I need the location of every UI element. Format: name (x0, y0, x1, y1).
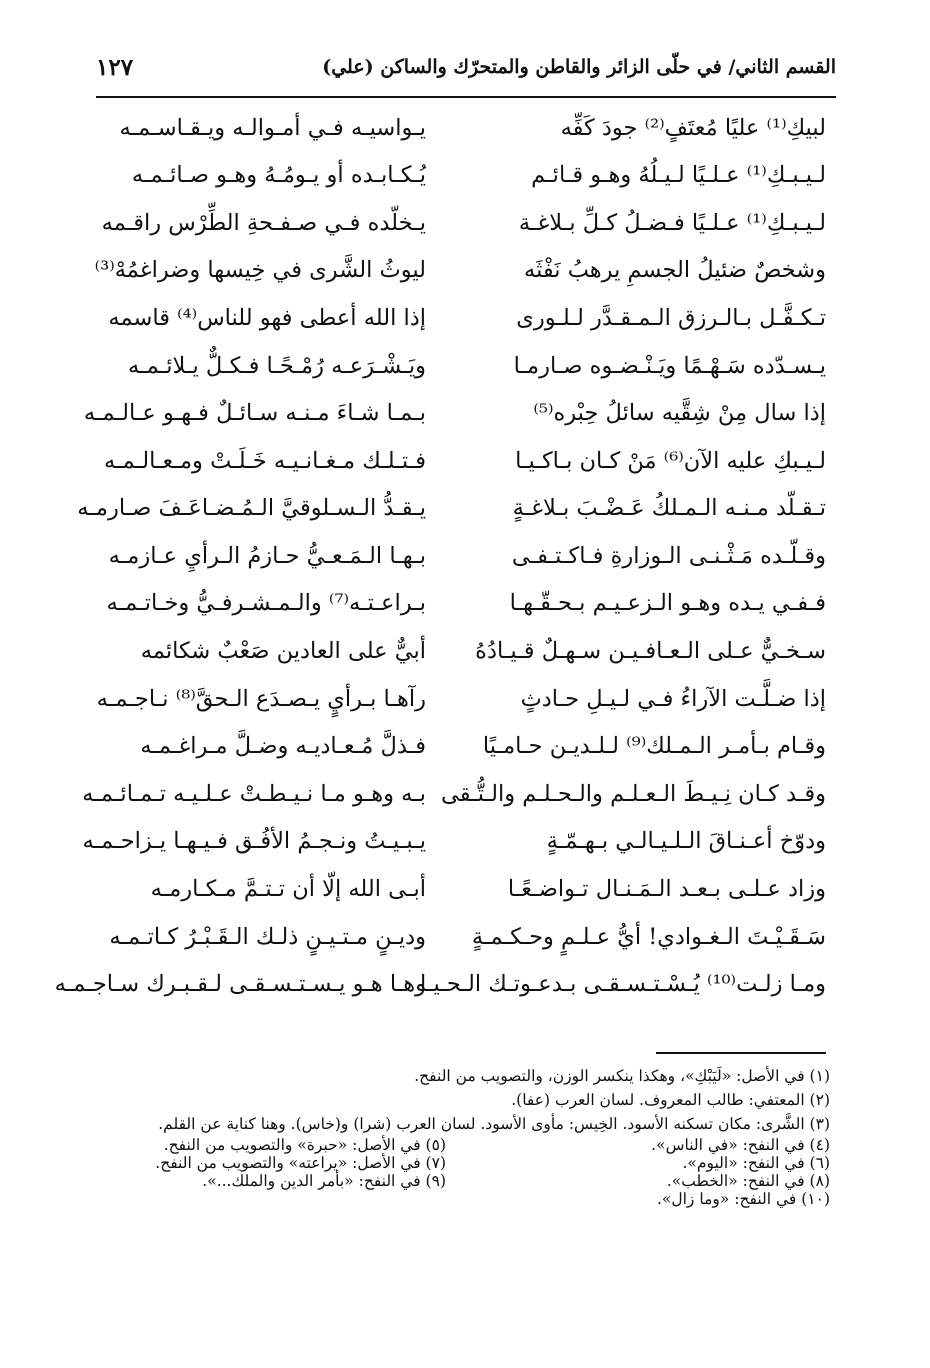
verse-7-first-hemistich: إذا سال مِنْ شِقَّيه سائلُ حِبْره⁽⁵⁾ (533, 400, 826, 427)
verse-2 (96, 152, 826, 200)
poem (54, 104, 826, 1008)
verse-1-first-hemistich: لبيكِ⁽¹⁾ عليًا مُعتَفٍ⁽²⁾ جودَ كَفِّه (560, 114, 826, 141)
header-rule (96, 96, 836, 98)
verse-5-first-hemistich: تـكـفَّـل بـالـرزق الـمـقـدَّر لـلـورى (516, 304, 826, 331)
footnote-6: (٦) في النفح: «اليوم». (682, 1154, 830, 1172)
verse-6-second-hemistich: ويَـشْـرَعـه رُمْـحًـا فـكـلٌّ يـلائـمـه (127, 352, 426, 379)
verse-18-first-hemistich: سَـقَـيْـتَ الـغـوادي! أيُّ عـلـمٍ وحـكـمـةٍ (471, 923, 826, 950)
verse-8 (96, 437, 826, 485)
footnote-4: (٤) في النفح: «في الناس». (651, 1136, 830, 1154)
verse-12-second-hemistich: أبيٌّ على العادين صَعْبٌ شكائمه (140, 638, 426, 665)
verse-14-first-hemistich: وقـام بـأمـر الـمـلك⁽⁹⁾ لـلـديـن حـامـيًا (482, 733, 826, 760)
verse-3 (96, 199, 826, 247)
verse-19-first-hemistich: ومـا زلـت⁽¹⁰⁾ يُـسْـتـسـقـى بـدعـوتـك الـحـيـا (420, 971, 826, 998)
verse-19-second-hemistich: وهـا هـو يـسـتـسـقـى لـقـبـرك سـاجـمـه (54, 971, 426, 998)
verse-15 (82, 770, 826, 818)
verse-5-second-hemistich: إذا الله أعطى فهو للناس⁽⁴⁾ قاسمه (108, 304, 426, 331)
verse-13-first-hemistich: إذا ضـلَّـت الآراءُ فـي لـيـلِ حـادثٍ (520, 685, 826, 712)
verse-19 (54, 961, 826, 1009)
verse-2-second-hemistich: يُـكـابـده أو يـومُـهُ وهـو صـائـمـه (131, 162, 426, 189)
verse-16 (82, 818, 826, 866)
verse-1 (96, 104, 826, 152)
verse-8-first-hemistich: لـيـبكِ عليه الآن⁽⁶⁾ مَنْ كـان بـاكـيـا (515, 447, 826, 474)
running-title: القسم الثاني/ في حلّى الزائر والقاطن والمتحرّك والساكن (علي) (322, 56, 836, 78)
verse-4 (96, 247, 826, 295)
verse-7-second-hemistich: بـمـا شـاءَ مـنـه سـائـلٌ فـهـو عـالـمـه (83, 400, 426, 427)
verse-11-first-hemistich: فـفـي يـده وهـو الـزعـيـم بـحـقّـهـا (509, 590, 826, 617)
footnote-pair-row (90, 1172, 830, 1190)
verse-10 (96, 532, 826, 580)
footnote-3: (٣) الشَّرى: مكان تسكنه الأسود. الخِيس: مأوى الأسود. لسان العرب (شرا) و(خاس). وهنا كناية عن القلم. (158, 1115, 830, 1133)
footnote-pair-row (90, 1136, 830, 1154)
verse-3-second-hemistich: يـخلّده فـي صـفـحةِ الطِّرْس راقـمه (101, 209, 426, 236)
footnote-10: (١٠) في النفح: «وما زال». (656, 1190, 830, 1208)
verse-4-first-hemistich: وشخصٌ ضئيلُ الجسمِ يرهبُ نَفْثَه (524, 257, 826, 284)
footnote-pair-row (90, 1190, 830, 1208)
verse-12-first-hemistich: سـخـيٌّ عـلى الـعـافـيـن سـهـلٌ قـيـادُهُ (475, 638, 826, 665)
verse-9-second-hemistich: يـقـدُّ الـسـلوقيَّ الـمُـضـاعَـفَ صـارمـه (77, 495, 426, 522)
verse-8-second-hemistich: فـتـلـك مـغـانـيـه خَـلَـتْ ومـعـالـمـه (104, 447, 426, 474)
verse-10-second-hemistich: بـهـا الـمَـعـيُّ حـازمُ الـرأيِ عـازمـه (108, 542, 426, 569)
verse-9 (77, 485, 826, 533)
verse-14 (96, 723, 826, 771)
footnotes (90, 1064, 830, 1208)
verse-15-second-hemistich: بـه وهـو مـا نـيـطـتْ عـلـيـه تـمـائـمـه (82, 780, 426, 807)
verse-16-second-hemistich: يـبـيـتُ ونـجـمُ الأفُـق فـيـهـا يـزاحـمـه (82, 828, 426, 855)
footnote-pair-row (90, 1154, 830, 1172)
verse-6-first-hemistich: يـسـدّده سَـهْـمًا ويَـنْـضـوه صـارمـا (513, 352, 826, 379)
footnote-2: (٢) المعتفي: طالب المعروف. لسان العرب (عفا). (511, 1091, 830, 1109)
verse-6 (96, 342, 826, 390)
footnote-1: (١) في الأصل: «لَيَبْكِ»، وهكذا ينكسر الوزن، والتصويب من النفح. (414, 1067, 830, 1085)
verse-17-second-hemistich: أبـى الله إلّا أن تـتـمَّ مـكـارمـه (150, 876, 426, 903)
page-number: ١٢٧ (96, 54, 134, 81)
page-header (96, 52, 836, 94)
verse-4-second-hemistich: ليوثُ الشَّرى في خِيسها وضراغمُهْ⁽³⁾ (94, 257, 426, 284)
verse-16-first-hemistich: ودوّخ أعـنـاقَ الـلـيـالـي بـهـمّـةٍ (546, 828, 826, 855)
verse-5 (96, 294, 826, 342)
verse-15-first-hemistich: وقـد كـان نِـيـطَ الـعـلـم والـحـلـم والـتُّـقى (441, 780, 826, 807)
verse-11 (96, 580, 826, 628)
verse-11-second-hemistich: بـراعـتـه⁽⁷⁾ والـمـشـرفـيُّ وخـاتـمـه (106, 590, 426, 617)
footnote-9: (٩) في النفح: «بأمر الدين والملك...». (202, 1172, 446, 1190)
footnote-empty (90, 1190, 446, 1208)
verse-17 (96, 866, 826, 914)
verse-10-first-hemistich: وقـلّـده مَـثْـنـى الـوزارةِ فـاكـتـفـى (511, 542, 826, 569)
verse-14-second-hemistich: فـذلَّ مُـعـاديـه وضـلَّ مـراغـمـه (140, 733, 426, 760)
footnote-7: (٧) في الأصل: «يراعته» والتصويب من النفح. (155, 1154, 446, 1172)
footnote-5: (٥) في الأصل: «حبرة» والتصويب من النفح. (163, 1136, 446, 1154)
verse-9-first-hemistich: تـقـلّد مـنـه الـمـلكُ عَـضْـبَ بـلاغـةٍ (512, 495, 826, 522)
verse-18 (96, 913, 826, 961)
verse-12 (96, 628, 826, 676)
footnote-8: (٨) في النفح: «الخطب». (666, 1172, 830, 1190)
verse-13 (96, 675, 826, 723)
verse-13-second-hemistich: رآهـا بـرأيٍ يـصـدَع الـحقَّ⁽⁸⁾ نـاجـمـه (96, 685, 426, 712)
verse-2-first-hemistich: لـيـبـكِ⁽¹⁾ عـلـيًا لـيـلُهُ وهـو قـائـم (531, 162, 826, 189)
verse-7 (83, 390, 826, 438)
verse-3-first-hemistich: لـيـبـكِ⁽¹⁾ عـلـيًا فـضـلُ كـلِّ بـلاغـة (518, 209, 826, 236)
verse-17-first-hemistich: وزاد عـلـى بـعـد الـمَـنـال تـواضـعًـا (507, 876, 826, 903)
footnotes-rule (656, 1052, 826, 1054)
verse-18-second-hemistich: وديـنٍ مـتـيـنٍ ذلـك الـقَـبْـرُ كـاتـمـه (109, 923, 426, 950)
verse-1-second-hemistich: يـواسيـه فـي أمـوالـه ويـقـاسـمـه (119, 114, 426, 141)
